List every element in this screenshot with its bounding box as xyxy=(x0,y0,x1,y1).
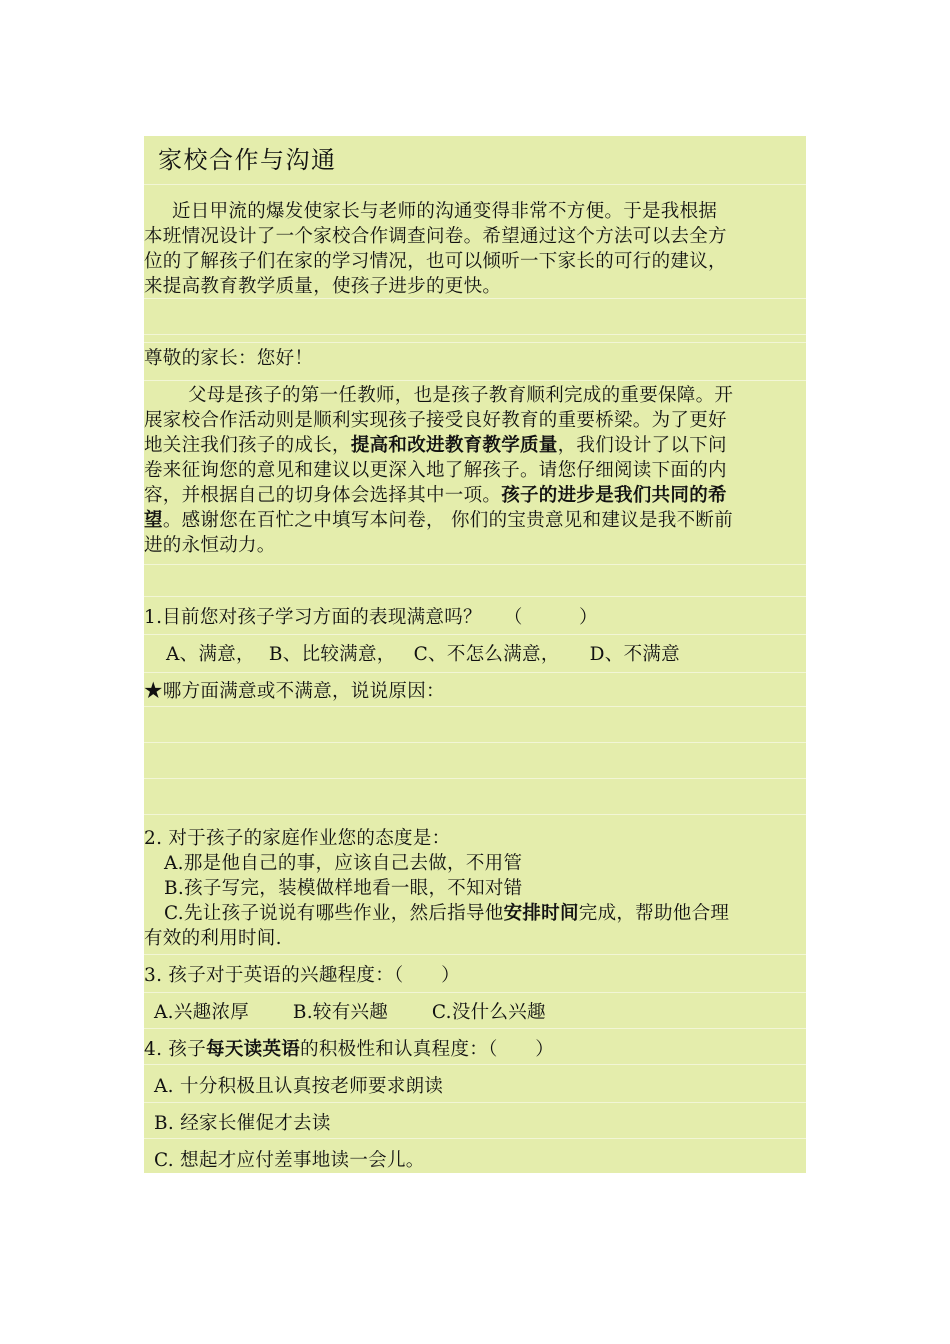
question-3: 3. 孩子对于英语的兴趣程度：（ ） xyxy=(144,965,460,986)
letter-line: 父母是孩子的第一任教师，也是孩子教育顺利完成的重要保障。开 xyxy=(188,385,734,406)
option-emphasis: 安排时间 xyxy=(503,903,579,924)
row-divider xyxy=(144,342,806,343)
option-b: B. 经家长催促才去读 xyxy=(154,1113,331,1134)
option-d: D、不满意 xyxy=(589,644,680,665)
question-1-options xyxy=(144,643,828,667)
letter-line: 进的永恒动力。 xyxy=(144,535,276,556)
survey-panel xyxy=(144,136,806,1173)
letter-emphasis: 提高和改进教育教学质量 xyxy=(350,435,558,456)
letter-text: ，我们设计了以下问 xyxy=(557,435,727,456)
row-divider xyxy=(144,334,806,335)
option-a: A.那是他自己的事，应该自己去做，不用管 xyxy=(164,853,523,874)
letter-line xyxy=(144,434,806,458)
letter-line: 展家校合作活动则是顺利实现孩子接受良好教育的重要桥梁。为了更好 xyxy=(144,410,727,431)
option-b: B、比较满意， xyxy=(268,644,396,665)
intro-line: 来提高教育教学质量，使孩子进步的更快。 xyxy=(144,276,502,297)
question-text: 的积极性和认真程度：（ ） xyxy=(300,1039,555,1060)
option-c-continued: 有效的利用时间. xyxy=(144,928,282,949)
question-2: 2. 对于孩子的家庭作业您的态度是： xyxy=(144,828,451,849)
option-c xyxy=(144,902,826,926)
letter-line xyxy=(144,484,806,508)
question-text: 4. 孩子 xyxy=(144,1039,207,1060)
option-a: A. 十分积极且认真按老师要求朗读 xyxy=(154,1076,444,1097)
answer-blank: （ ） xyxy=(503,607,598,628)
row-divider xyxy=(144,1102,806,1103)
row-divider xyxy=(144,672,806,673)
letter-text: 地关注我们孩子的成长， xyxy=(144,435,351,456)
letter-text: 容，并根据自己的切身体会选择其中一项。 xyxy=(144,485,502,506)
question-3-options: A.兴趣浓厚 B.较有兴趣 C.没什么兴趣 xyxy=(154,1002,546,1023)
row-divider xyxy=(144,596,806,597)
question-text: 1.目前您对孩子学习方面的表现满意吗？ xyxy=(144,607,482,628)
letter-line xyxy=(144,509,806,533)
row-divider xyxy=(144,380,806,381)
question-emphasis: 每天读英语 xyxy=(206,1039,301,1060)
row-divider xyxy=(144,706,806,707)
question-4 xyxy=(144,1038,806,1062)
row-divider xyxy=(144,1028,806,1029)
option-b: B.孩子写完，装模做样地看一眼，不知对错 xyxy=(164,878,523,899)
row-divider xyxy=(144,742,806,743)
intro-line: 位的了解孩子们在家的学习情况，也可以倾听一下家长的可行的建议， xyxy=(144,251,727,272)
option-c: C、不怎么满意， xyxy=(413,644,560,665)
letter-emphasis: 孩子的进步是我们共同的希 xyxy=(501,485,727,506)
row-divider xyxy=(144,954,806,955)
row-divider xyxy=(144,184,806,185)
page-title: 家校合作与沟通 xyxy=(158,146,337,174)
option-text: 完成，帮助他合理 xyxy=(578,903,730,924)
letter-emphasis: 望 xyxy=(144,510,163,531)
letter-line: 卷来征询您的意见和建议以更深入地了解孩子。请您仔细阅读下面的内 xyxy=(144,460,727,481)
option-text: C.先让孩子说说有哪些作业，然后指导他 xyxy=(164,903,504,924)
greeting: 尊敬的家长：您好！ xyxy=(144,348,314,369)
row-divider xyxy=(144,814,806,815)
row-divider xyxy=(144,778,806,779)
row-divider xyxy=(144,564,806,565)
option-a: A、满意， xyxy=(166,644,255,665)
intro-line: 本班情况设计了一个家校合作调查问卷。希望通过这个方法可以去全方 xyxy=(144,226,727,247)
question-1-followup: ★哪方面满意或不满意，说说原因： xyxy=(144,681,445,702)
row-divider xyxy=(144,992,806,993)
option-c: C. 想起才应付差事地读一会儿。 xyxy=(154,1150,425,1171)
question-1 xyxy=(144,606,806,630)
row-divider xyxy=(144,1064,806,1065)
row-divider xyxy=(144,1138,806,1139)
intro-line: 近日甲流的爆发使家长与老师的沟通变得非常不方便。于是我根据 xyxy=(172,201,718,222)
letter-text: 。感谢您在百忙之中填写本问卷， 你们的宝贵意见和建议是我不断前 xyxy=(162,510,733,531)
row-divider xyxy=(144,634,806,635)
